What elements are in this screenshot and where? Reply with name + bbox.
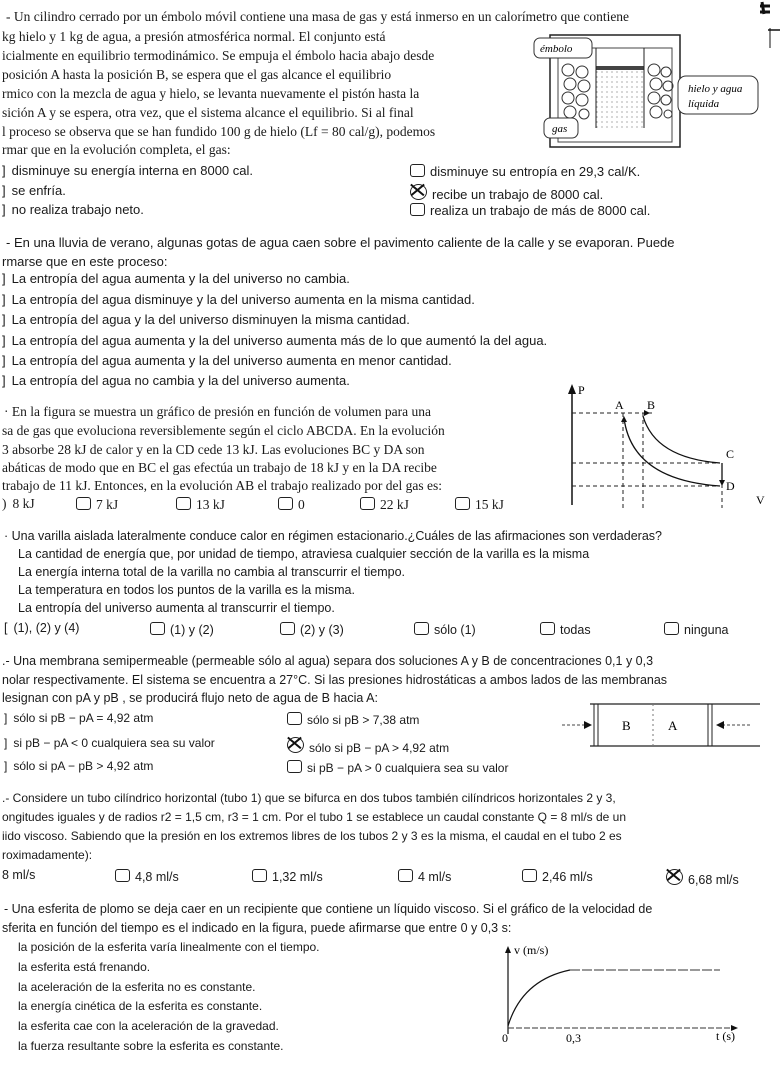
pv-diagram — [560, 380, 780, 510]
svg-text:hielo y agua: hielo y agua — [688, 83, 743, 95]
q5-option-1[interactable]: ] sólo si pB − pA = 4,92 atm — [4, 711, 154, 725]
checkbox-icon[interactable] — [76, 497, 91, 510]
q1-option-4[interactable]: disminuye su entropía en 29,3 cal/K. — [410, 164, 640, 178]
q7-option-5[interactable]: la esferita cae con la aceleración de la gravedad. — [18, 1019, 279, 1033]
checkbox-icon[interactable] — [522, 869, 537, 882]
velocity-time-graph — [490, 940, 750, 1050]
q2-option-6[interactable]: ] La entropía del agua no cambia y la del universo aumenta. — [2, 373, 350, 388]
q3-line-4: trabajo de 11 kJ. Entonces, en la evolución AB el trabajo realizado por del gas es: — [2, 478, 442, 493]
checkbox-icon[interactable] — [176, 497, 191, 510]
q2-option-2[interactable]: ] La entropía del agua disminuye y la del universo aumenta en la misma cantidad. — [2, 292, 475, 307]
checkbox-icon[interactable] — [278, 497, 293, 510]
q6-option-4[interactable]: 4 ml/s — [398, 869, 451, 884]
q6-line-2: iido viscoso. Sabiendo que la presión en los extremos libres de los tubos 2 y 3 es la misma, el caudal en el tubo 2 es — [2, 829, 622, 843]
q1-option-2[interactable]: ] se enfría. — [2, 183, 66, 198]
q7-option-6[interactable]: la fuerza resultante sobre la esferita es constante. — [18, 1039, 284, 1053]
q4-statement-1: La cantidad de energía que, por unidad de tiempo, atraviesa cualquier sección de la varilla es la misma — [18, 547, 590, 561]
svg-text:P: P — [578, 383, 585, 397]
corner-mark — [730, 0, 780, 50]
checked-checkbox-icon[interactable] — [410, 184, 427, 200]
q3-option-2[interactable]: 7 kJ — [76, 497, 118, 512]
q4-option-3[interactable]: (2) y (3) — [280, 622, 344, 637]
q2-option-3[interactable]: ] La entropía del agua y la del universo disminuyen la misma cantidad. — [2, 312, 410, 327]
svg-text:0,3: 0,3 — [566, 1031, 581, 1045]
q4-option-5[interactable]: todas — [540, 622, 591, 637]
q3-line-3: abáticas de modo que en BC el gas efectúa un trabajo de 18 kJ y en la DA recibe — [2, 460, 437, 475]
q1-option-6[interactable]: realiza un trabajo de más de 8000 cal. — [410, 203, 650, 217]
svg-text:v (m/s): v (m/s) — [514, 943, 549, 957]
q6-line-0: .- Considere un tubo cilíndrico horizontal (tubo 1) que se bifurca en dos tubos también cilíndricos horizontales 2 y 3, — [2, 791, 616, 805]
checkbox-icon[interactable] — [455, 497, 470, 510]
svg-text:0: 0 — [502, 1031, 508, 1045]
q5-option-4[interactable]: sólo si pB > 7,38 atm — [287, 712, 419, 726]
q4-line-0: · Una varilla aislada lateralmente conduce calor en régimen estacionario.¿Cuáles de las afirmaciones son verdaderas? — [4, 529, 662, 543]
q5-option-5[interactable]: sólo si pB − pA > 4,92 atm — [287, 737, 449, 754]
checkbox-icon[interactable] — [287, 712, 302, 725]
q2-line-0: - En una lluvia de verano, algunas gotas de agua caen sobre el pavimento caliente de la calle y se evaporan. Puede — [6, 235, 675, 250]
checkbox-icon[interactable] — [287, 760, 302, 773]
q6-option-6[interactable]: 6,68 ml/s — [666, 869, 739, 887]
q4-option-1[interactable]: [ (1), (2) y (4) — [4, 621, 80, 635]
q5-option-3[interactable]: ] sólo si pA − pB > 4,92 atm — [4, 759, 154, 773]
checkbox-icon[interactable] — [664, 622, 679, 635]
checkbox-icon[interactable] — [280, 622, 295, 635]
q2-option-5[interactable]: ] La entropía del agua aumenta y la del universo aumenta en menor cantidad. — [2, 353, 452, 368]
q5-option-2[interactable]: ] si pB − pA < 0 cualquiera sea su valor — [4, 736, 215, 750]
svg-text:B: B — [647, 398, 656, 412]
q1-option-5[interactable]: recibe un trabajo de 8000 cal. — [410, 184, 603, 201]
label-embolo: émbolo — [540, 43, 573, 55]
q1-line-6: l proceso se observa que se han fundido 100 g de hielo (Lf = 80 cal/g), podemos — [2, 124, 436, 139]
q1-line-5: sición A y se espera, otra vez, que el sistema alcance el equilibrio. Si al final — [2, 105, 414, 120]
checkbox-icon[interactable] — [410, 203, 425, 216]
q3-line-0: · En la figura se muestra un gráfico de presión en función de volumen para una — [4, 404, 431, 419]
q1-line-3: posición A hasta la posición B, se espera que el gas alcance el equilibrio — [2, 67, 392, 82]
q3-line-1: sa de gas que evoluciona reversiblemente según el ciclo ABCDA. En la evolución — [2, 423, 445, 438]
q7-option-1[interactable]: la posición de la esferita varía linealmente con el tiempo. — [18, 940, 320, 954]
q4-statement-2: La energía interna total de la varilla no cambia al transcurrir el tiempo. — [18, 565, 406, 579]
svg-text:B: B — [622, 718, 631, 733]
checked-checkbox-icon[interactable] — [287, 737, 304, 753]
q6-line-1: ongitudes iguales y de radios r2 = 1,5 cm, r3 = 1 cm. Por el tubo 1 se establece un caudal constante Q = 8 ml/s de un — [2, 810, 627, 824]
q7-option-2[interactable]: la esferita está frenando. — [18, 960, 151, 974]
q7-option-3[interactable]: la aceleración de la esferita no es constante. — [18, 980, 256, 994]
q1-line-0: - Un cilindro cerrado por un émbolo móvil contiene una masa de gas y está inmerso en un calorímetro que contiene — [6, 9, 630, 24]
q7-line-1: sferita en función del tiempo es el indicado en la figura, puede afirmarse que entre 0 y 0,3 s: — [2, 921, 512, 935]
checkbox-icon[interactable] — [360, 497, 375, 510]
svg-text:V: V — [756, 493, 765, 507]
q2-option-1[interactable]: ] La entropía del agua aumenta y la del universo no cambia. — [2, 271, 350, 286]
q5-line-1: nolar respectivamente. El sistema se encuentra a 27°C. Si las presiones hidrostáticas a ambos lados de las membranas — [2, 673, 668, 687]
q6-option-5[interactable]: 2,46 ml/s — [522, 869, 593, 884]
q5-line-2: lesignan con pA y pB , se producirá flujo neto de agua de B hacia A: — [2, 691, 378, 705]
checked-checkbox-icon[interactable] — [666, 869, 683, 885]
q1-option-3[interactable]: ] no realiza trabajo neto. — [2, 202, 144, 217]
q3-line-2: 3 absorbe 28 kJ de calor y en la CD cede 13 kJ. Las evoluciones BC y DA son — [2, 442, 425, 457]
q7-option-4[interactable]: la energía cinética de la esferita es constante. — [18, 999, 263, 1013]
q4-option-2[interactable]: (1) y (2) — [150, 622, 214, 637]
svg-text:líquida: líquida — [688, 98, 720, 110]
q3-option-6[interactable]: 15 kJ — [455, 497, 504, 512]
q1-line-1: kg hielo y 1 kg de agua, a presión atmosférica normal. El conjunto está — [2, 29, 386, 44]
q1-line-7: rmar que en la evolución completa, el gas: — [2, 142, 231, 157]
calorimeter-figure — [530, 30, 760, 150]
q3-option-4[interactable]: 0 — [278, 497, 305, 512]
checkbox-icon[interactable] — [398, 869, 413, 882]
q3-option-1[interactable]: ) 8 kJ — [2, 496, 35, 511]
q5-line-0: .- Una membrana semipermeable (permeable sólo al agua) separa dos soluciones A y B de concentraciones 0,1 y 0,3 — [2, 654, 654, 668]
checkbox-icon[interactable] — [410, 164, 425, 177]
q4-statement-4: La entropía del universo aumenta al transcurrir el tiempo. — [18, 601, 335, 615]
q5-option-6[interactable]: si pB − pA > 0 cualquiera sea su valor — [287, 760, 508, 774]
q4-option-4[interactable]: sólo (1) — [414, 622, 476, 637]
checkbox-icon[interactable] — [414, 622, 429, 635]
q2-option-4[interactable]: ] La entropía del agua aumenta y la del universo aumenta más de lo que aumentó la del agua. — [2, 333, 548, 348]
q4-statement-3: La temperatura en todos los puntos de la varilla es la misma. — [18, 583, 355, 597]
checkbox-icon[interactable] — [252, 869, 267, 882]
svg-text:A: A — [668, 718, 678, 733]
q1-line-4: rmico con la mezcla de agua y hielo, se levanta nuevamente el pistón hasta la — [2, 86, 420, 101]
svg-text:D: D — [726, 479, 735, 493]
svg-text:C: C — [726, 447, 735, 461]
q3-option-5[interactable]: 22 kJ — [360, 497, 409, 512]
checkbox-icon[interactable] — [150, 622, 165, 635]
q3-option-3[interactable]: 13 kJ — [176, 497, 225, 512]
svg-text:t (s): t (s) — [716, 1029, 735, 1043]
checkbox-icon[interactable] — [115, 869, 130, 882]
q6-line-3: roximadamente): — [2, 848, 93, 862]
q1-line-2: icialmente en equilibrio termodinámico. Se empuja el émbolo hacia abajo desde — [2, 48, 435, 63]
q2-line-1: rmarse que en este proceso: — [2, 254, 168, 269]
q6-option-2[interactable]: 4,8 ml/s — [115, 869, 179, 884]
q1-option-1[interactable]: ] disminuye su energía interna en 8000 cal. — [2, 163, 254, 178]
q6-option-1[interactable]: 8 ml/s — [2, 868, 36, 882]
membrane-figure — [560, 695, 780, 760]
checkbox-icon[interactable] — [540, 622, 555, 635]
svg-text:gas: gas — [552, 123, 568, 135]
q6-option-3[interactable]: 1,32 ml/s — [252, 869, 323, 884]
q7-line-0: - Una esferita de plomo se deja caer en un recipiente que contiene un líquido viscoso. Si el gráfico de la velocidad de — [4, 902, 653, 916]
q4-option-6[interactable]: ninguna — [664, 622, 729, 637]
svg-text:A: A — [615, 398, 624, 412]
